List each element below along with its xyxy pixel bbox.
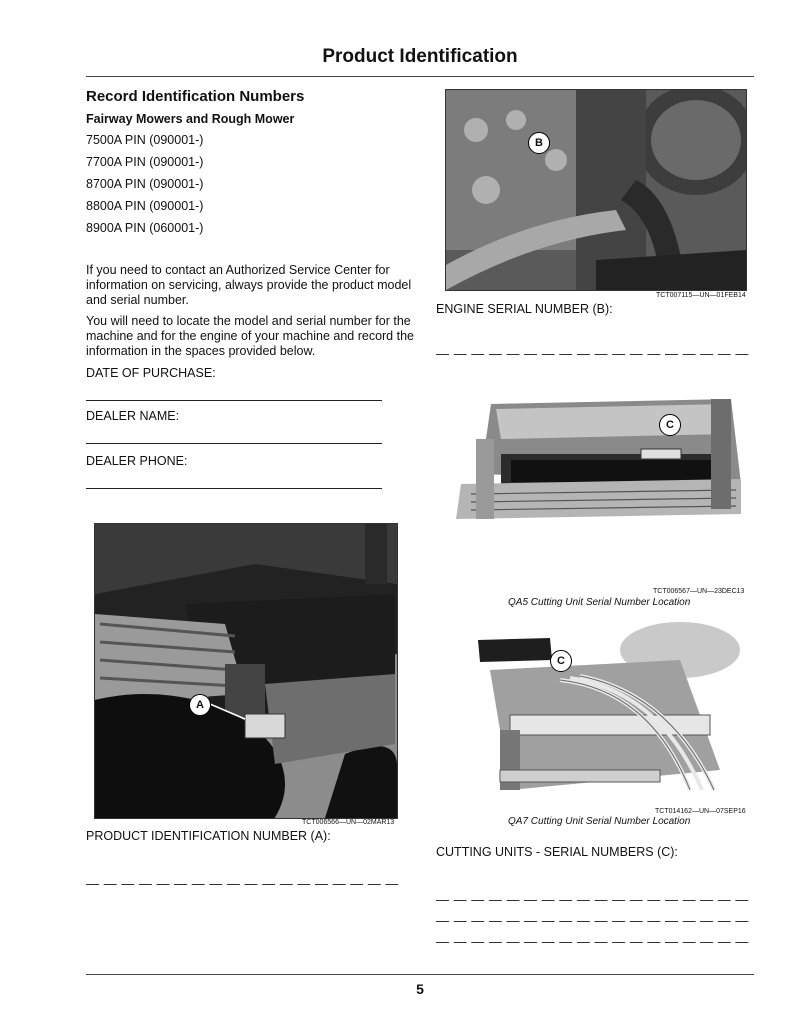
page-title: Product Identification	[322, 46, 518, 67]
footer-rule	[86, 974, 754, 975]
engine-photo-code: TCT007115—UN—01FEB14	[656, 292, 746, 299]
callout-b-badge: B	[528, 132, 550, 154]
qa7-caption: QA7 Cutting Unit Serial Number Location	[508, 816, 691, 827]
qa5-caption: QA5 Cutting Unit Serial Number Location	[508, 597, 691, 608]
callout-c-badge: C	[659, 414, 681, 436]
model-item: 8900A PIN (060001-)	[86, 221, 204, 235]
pin-label: PRODUCT IDENTIFICATION NUMBER (A):	[86, 829, 331, 843]
callout-a-badge: A	[189, 694, 211, 716]
qa7-photo-code: TCT014162—UN—07SEP16	[655, 808, 746, 815]
model-item: 7700A PIN (090001-)	[86, 155, 204, 169]
section-heading: Record Identification Numbers	[86, 88, 305, 105]
engine-serial-label: ENGINE SERIAL NUMBER (B):	[436, 302, 613, 316]
cutting-units-label: CUTTING UNITS - SERIAL NUMBERS (C):	[436, 845, 678, 859]
date-label: DATE OF PURCHASE:	[86, 366, 216, 380]
pin-blank: — — — — — — — — — — — — — — — — — —	[86, 876, 399, 891]
intro-paragraph: If you need to contact an Authorized Service Center for information on servicing, always provide the product model and serial number.	[86, 263, 412, 307]
dealer-name-blank	[86, 443, 382, 444]
date-blank	[86, 400, 382, 401]
qa7-cutting-unit-photo	[470, 620, 752, 806]
locate-paragraph: You will need to locate the model and serial number for the machine and for the engine of your machine and record the information in the spaces provided below.	[86, 314, 414, 358]
dealer-phone-label: DEALER PHONE:	[86, 454, 188, 468]
header-rule	[86, 76, 754, 77]
section-subheading: Fairway Mowers and Rough Mower	[86, 112, 295, 126]
callout-c-badge: C	[550, 650, 572, 672]
model-item: 7500A PIN (090001-)	[86, 133, 204, 147]
pin-location-photo	[94, 523, 398, 819]
dealer-name-label: DEALER NAME:	[86, 409, 180, 423]
engine-photo	[445, 89, 747, 291]
qa5-photo-code: TCT006567—UN—23DEC13	[653, 588, 745, 595]
qa5-cutting-unit-photo	[441, 394, 745, 586]
model-item: 8700A PIN (090001-)	[86, 177, 204, 191]
model-item: 8800A PIN (090001-)	[86, 199, 204, 213]
engine-serial-blank: — — — — — — — — — — — — — — — — — —	[436, 346, 749, 361]
cutting-units-blank: — — — — — — — — — — — — — — — — — —	[436, 934, 749, 949]
page-number: 5	[416, 981, 424, 997]
pin-photo-code: TCT006566—UN—02MAR13	[302, 819, 395, 826]
cutting-units-blank: — — — — — — — — — — — — — — — — — —	[436, 892, 749, 907]
dealer-phone-blank	[86, 488, 382, 489]
cutting-units-blank: — — — — — — — — — — — — — — — — — —	[436, 913, 749, 928]
